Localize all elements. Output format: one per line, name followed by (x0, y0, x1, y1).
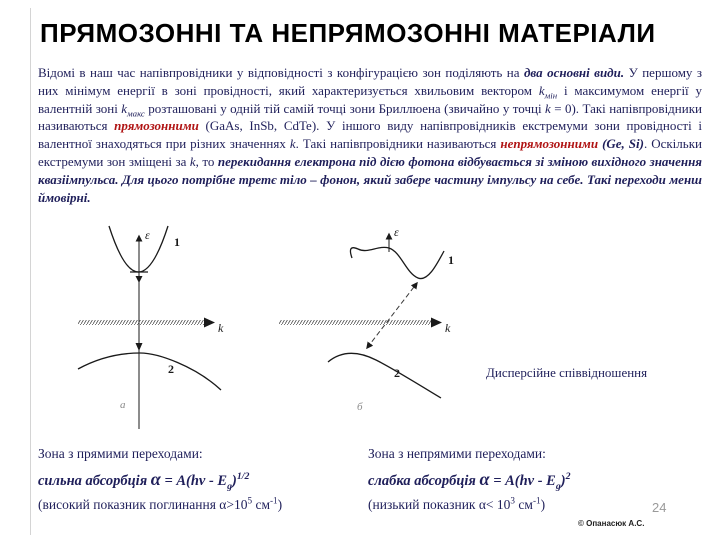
valence-band-curve (78, 353, 221, 390)
energy-axis-label: ε (394, 225, 399, 239)
page-number: 24 (652, 500, 667, 515)
energy-axis-label: ε (145, 228, 150, 242)
direct-transition-arrowhead-lower (136, 343, 143, 351)
conduction-band-label: 1 (174, 235, 180, 249)
momentum-axis-label: k (218, 321, 224, 335)
momentum-axis (78, 320, 204, 325)
figure-caption: Дисперсійне співвідношення (486, 365, 648, 380)
momentum-axis (279, 320, 431, 325)
direct-absorption-formula: сильна абсорбція $\alpha = A(h\nu - E_g)^{1/2}$ (38, 468, 250, 492)
page-title: ПРЯМОЗОННІ ТА НЕПРЯМОЗОННІ МАТЕРІАЛИ (40, 18, 656, 48)
conduction-band-curve (350, 247, 444, 278)
indirect-absorption-note: (низький показник $\alpha< 10^3$ $см^{-1}$) (368, 495, 546, 512)
direct-zone-block (38, 446, 360, 514)
indirect-band-diagram (279, 225, 454, 413)
indirect-absorption-formula: слабка абсорбція $\alpha = A(h\nu - E_g)^2$ (368, 468, 571, 492)
valence-band-curve (328, 353, 441, 398)
band-structure-figure (0, 224, 720, 449)
indirect-zone-heading: Зона з непрямими переходами: (368, 446, 546, 461)
copyright-text: © Опанасюк А.С. (578, 519, 645, 528)
indirect-transition-arrow (367, 283, 417, 348)
momentum-axis-arrowhead (204, 318, 215, 328)
direct-absorption-note: (високий показник поглинання $\alpha>10^5$ $см^{-1}$) (38, 495, 283, 512)
valence-band-label: 2 (168, 362, 174, 376)
panel-label-a: а (120, 399, 126, 411)
body-paragraph: Відомі в наш час напівпровідники у відповідності з конфігурацією зон поділяють на два основні види. У першому з них мінімум енергії в зоні провідності, який характеризується хвильовим вектором $k_{мін}$ і максимумом енергії у валентній зоні $k_{макс}$ розташовані у одній тій самій точці зони Бриллюена (звичайно у точці k = 0). Такі напівпровідники називаються прямозонними (GaAs, InSb, CdTe). У іншого виду напівпровідників екстремуми зони провідності і валентної знаходяться при різних значеннях k. Такі напівпровідники називаються непрямозонними (Ge, Si). Оскільки екстремуми зон зміщені за k, то перекидання електрона під дією фотона відбувається зі зміною вихідного значення квазіімпульса. Для цього потрібне третє тіло – фонон, який забере частину імпульсу на себе. Такі переходи менш ймовірні. (38, 65, 703, 205)
valence-band-label: 2 (394, 366, 400, 380)
direct-band-diagram (78, 226, 224, 429)
momentum-axis-label: k (445, 321, 451, 335)
direct-zone-heading: Зона з прямими переходами: (38, 446, 203, 461)
direct-transition-arrowhead-upper (136, 276, 143, 283)
conduction-band-label: 1 (448, 253, 454, 267)
momentum-axis-arrowhead (431, 318, 442, 328)
panel-label-b: б (357, 401, 363, 413)
